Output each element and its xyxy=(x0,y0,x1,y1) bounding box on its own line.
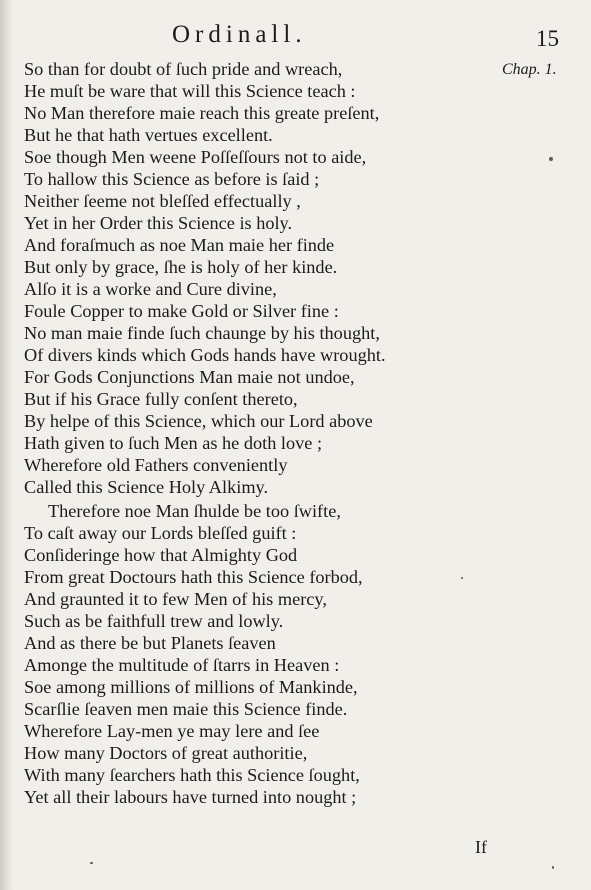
ink-speck xyxy=(552,866,554,869)
verse-line: Alſo it is a worke and Cure divine, xyxy=(24,279,277,299)
verse-line: For Gods Conjunctions Man maie not undoe, xyxy=(24,367,355,387)
verse-line: And as there be but Planets ſeaven xyxy=(24,633,276,653)
verse-line: With many ſearchers hath this Science ſought, xyxy=(24,765,360,785)
ink-speck xyxy=(90,862,93,864)
catchword: If xyxy=(475,837,487,857)
verse-line: Soe among millions of millions of Mankinde, xyxy=(24,677,358,697)
verse-line: No Man therefore maie reach this greate preſent, xyxy=(24,103,380,123)
verse-line: Yet all their labours have turned into nought ; xyxy=(24,787,357,807)
verse-line: Scarſlie ſeaven men maie this Science finde. xyxy=(24,699,348,719)
verse-line: Neither ſeeme not bleſſed effectually , xyxy=(24,191,301,211)
verse-line: Soe though Men weene Poſſeſſours not to aide, xyxy=(24,147,367,167)
verse-line: No man maie finde ſuch chaunge by his thought, xyxy=(24,323,380,343)
verse-line: But if his Grace fully conſent thereto, xyxy=(24,389,298,409)
verse-line: Called this Science Holy Alkimy. xyxy=(24,477,269,497)
verse-line: From great Doctours hath this Science forbod, xyxy=(24,567,363,587)
ink-speck xyxy=(549,157,553,161)
verse-line: Foule Copper to make Gold or Silver fine : xyxy=(24,301,339,321)
verse-line: Wherefore old Fathers conveniently xyxy=(24,455,288,475)
page-number: 15 xyxy=(536,26,559,51)
verse-line-indented: Therefore noe Man ſhulde be too ſwifte, xyxy=(48,501,341,521)
verse-line: Such as be faithfull trew and lowly. xyxy=(24,611,284,631)
verse-line: To hallow this Science as before is ſaid ; xyxy=(24,169,320,189)
verse-line: How many Doctors of great authoritie, xyxy=(24,743,308,763)
verse-line: By helpe of this Science, which our Lord above xyxy=(24,411,373,431)
verse-line: And foraſmuch as noe Man maie her finde xyxy=(24,235,335,255)
verse-line: To caſt away our Lords bleſſed guift : xyxy=(24,523,297,543)
verse-line: Wherefore Lay-men ye may lere and ſee xyxy=(24,721,320,741)
verse-line: Amonge the multitude of ſtarrs in Heaven : xyxy=(24,655,340,675)
verse-line: Hath given to ſuch Men as he doth love ; xyxy=(24,433,323,453)
running-title: Ordinall. xyxy=(172,21,307,48)
verse-line: Conſideringe how that Almighty God xyxy=(24,545,298,565)
verse-line: But he that hath vertues excellent. xyxy=(24,125,273,145)
verse-line: Of divers kinds which Gods hands have wrought. xyxy=(24,345,386,365)
verse-line: Yet in her Order this Science is holy. xyxy=(24,213,293,233)
ink-speck xyxy=(461,577,463,579)
verse-line: He muſt be ware that will this Science teach : xyxy=(24,81,356,101)
verse-line: So than for doubt of ſuch pride and wreach, xyxy=(24,59,343,79)
verse-line: And graunted it to few Men of his mercy, xyxy=(24,589,327,609)
verse-line: But only by grace, ſhe is holy of her kinde. xyxy=(24,257,338,277)
chapter-reference: Chap. 1. xyxy=(502,61,557,78)
